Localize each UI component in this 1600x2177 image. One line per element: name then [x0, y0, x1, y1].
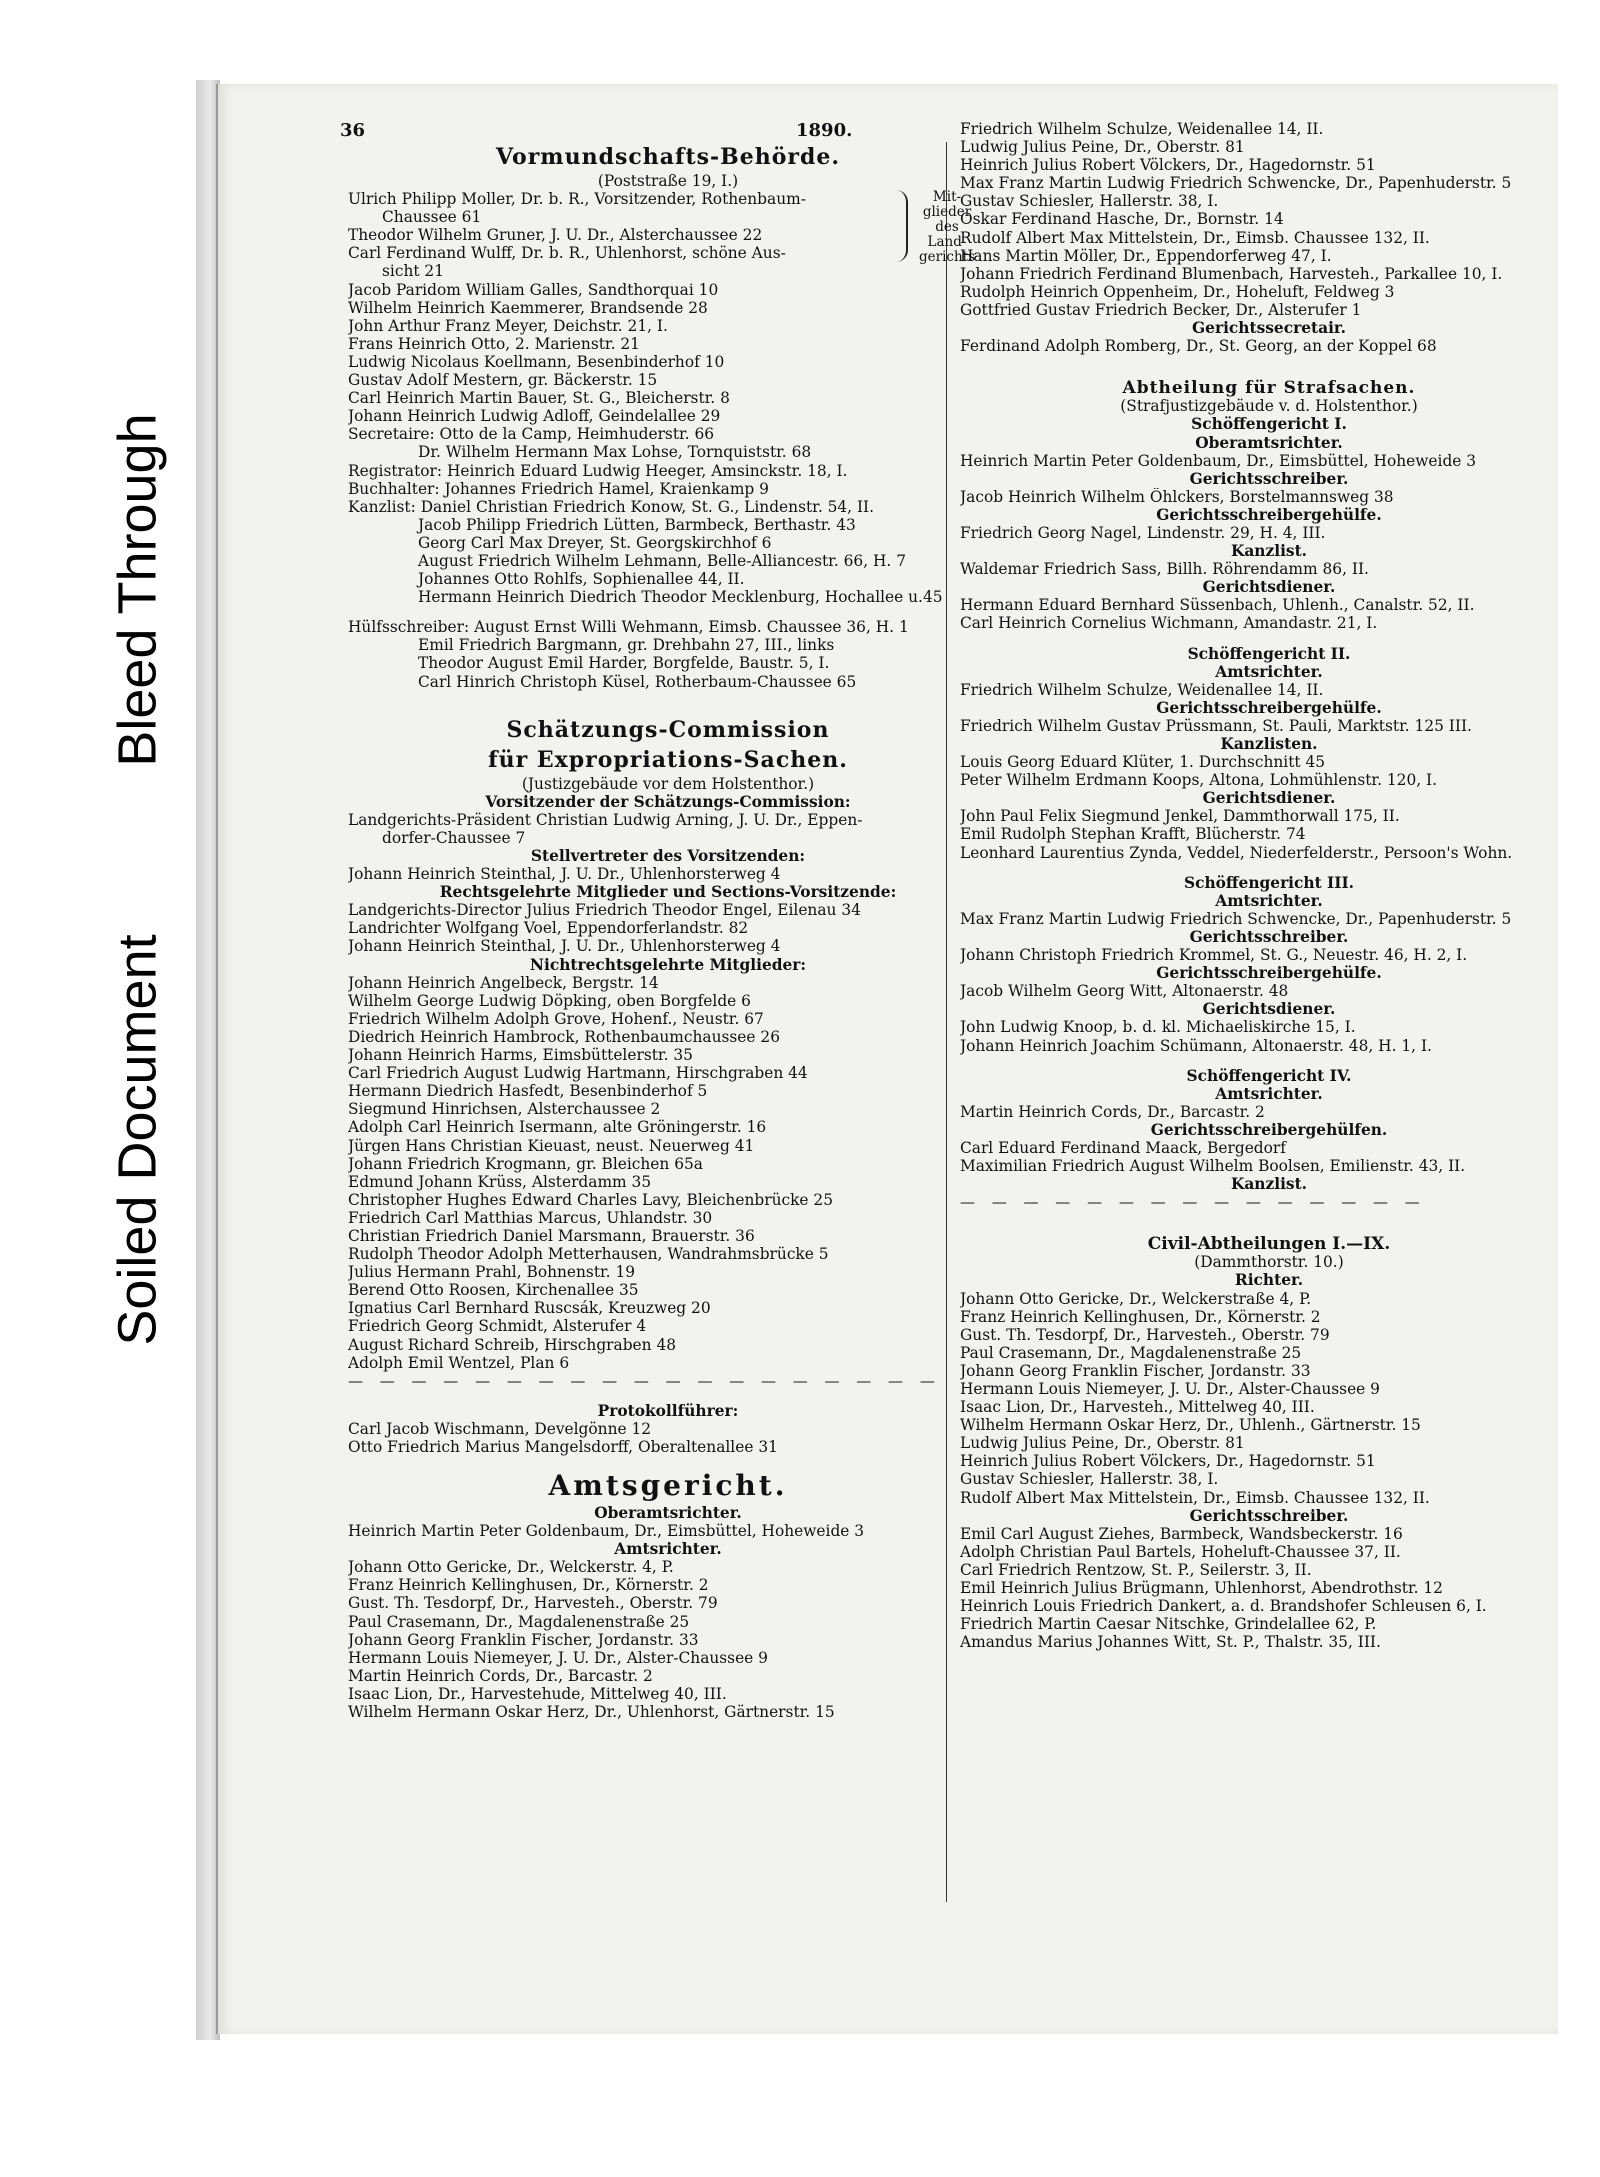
list-item: sicht 21: [382, 262, 445, 281]
list-item: Siegmund Hinrichsen, Alsterchaussee 2: [348, 1100, 661, 1119]
list-item: Wilhelm George Ludwig Döpking, oben Borgfelde 6: [348, 991, 751, 1010]
subheading: Oberamtsrichter.: [594, 1504, 742, 1522]
subheading: Stellvertreter des Vorsitzenden:: [530, 847, 806, 865]
list-item: Hermann Louis Niemeyer, J. U. Dr., Alster-Chaussee 9: [348, 1648, 768, 1667]
section-address: (Justizgebäude vor dem Holstenthor.): [521, 774, 815, 793]
list-item: Gottfried Gustav Friedrich Becker, Dr., Alsterufer 1: [960, 300, 1362, 319]
list-item: Johann Heinrich Steinthal, J. U. Dr., Uhlenhorsterweg 4: [348, 937, 781, 956]
list-item: Maximilian Friedrich August Wilhelm Boolsen, Emilienstr. 43, II.: [960, 1157, 1466, 1176]
list-item: August Friedrich Wilhelm Lehmann, Belle-Alliancestr. 66, H. 7: [418, 551, 906, 570]
list-item: Gustav Schiesler, Hallerstr. 38, I.: [960, 1470, 1219, 1489]
list-item: Heinrich Martin Peter Goldenbaum, Dr., Eimsbüttel, Hoheweide 3: [348, 1522, 865, 1541]
list-item: Rudolph Heinrich Oppenheim, Dr., Hoheluft, Feldweg 3: [960, 282, 1395, 301]
list-item: Secretaire: Otto de la Camp, Heimhuderstr. 66: [348, 425, 715, 444]
list-item: Max Franz Martin Ludwig Friedrich Schwencke, Dr., Papenhuderstr. 5: [960, 174, 1512, 193]
subheading: Rechtsgelehrte Mitglieder und Sections-Vorsitzende:: [439, 883, 897, 902]
list-item: Carl Heinrich Martin Bauer, St. G., Bleicherstr. 8: [348, 389, 730, 408]
list-item: Louis Georg Eduard Klüter, 1. Durchschnitt 45: [960, 753, 1326, 772]
list-item: Heinrich Julius Robert Völckers, Dr., Hagedornstr. 51: [960, 1452, 1376, 1471]
subheading: Gerichtssecretair.: [1192, 319, 1346, 338]
list-item: John Ludwig Knoop, b. d. kl. Michaeliskirche 15, I.: [960, 1018, 1356, 1037]
list-item: Chaussee 61: [382, 208, 482, 227]
subheading: Kanzlist.: [1230, 1175, 1308, 1194]
list-item: Carl Eduard Ferdinand Maack, Bergedorf: [960, 1138, 1286, 1157]
list-item: Friedrich Wilhelm Schulze, Weidenallee 14, II.: [960, 120, 1324, 138]
subheading: Gerichtsdiener.: [1202, 1000, 1336, 1019]
subheading: Gerichtsschreiber.: [1189, 927, 1349, 946]
list-item: Christian Friedrich Daniel Marsmann, Brauerstr. 36: [348, 1226, 755, 1245]
list-item: Emil Rudolph Stephan Krafft, Blücherstr. 74: [960, 825, 1306, 844]
list-item: Adolph Emil Wentzel, Plan 6: [348, 1353, 570, 1372]
list-item: Johann Heinrich Ludwig Adloff, Geindelallee 29: [348, 407, 721, 426]
list-item: Gust. Th. Tesdorpf, Dr., Harvesteh., Oberstr. 79: [348, 1594, 718, 1613]
subheading: Amtsrichter.: [1215, 891, 1323, 910]
left-column: [340, 120, 988, 1722]
subheading: Richter.: [1234, 1271, 1304, 1290]
list-item: Julius Hermann Prahl, Bohnenstr. 19: [348, 1263, 636, 1282]
list-item: Friedrich Carl Matthias Marcus, Uhlandstr. 30: [348, 1208, 713, 1227]
list-item: Wilhelm Heinrich Kaemmerer, Brandsende 28: [348, 298, 708, 317]
list-item: Emil Heinrich Julius Brügmann, Uhlenhorst, Abendrothstr. 12: [960, 1579, 1443, 1598]
list-item: Carl Ferdinand Wulff, Dr. b. R., Uhlenhorst, schöne Aus-: [348, 244, 786, 263]
dash-separator: — — — — — — — — — — — — — — —: [960, 1193, 1426, 1212]
list-item: Franz Heinrich Kellinghusen, Dr., Körnerstr. 2: [960, 1307, 1321, 1326]
subheading: Gerichtsschreiber.: [1189, 469, 1349, 488]
subheading: Kanzlist.: [1230, 542, 1308, 561]
subheading: Oberamtsrichter.: [1195, 433, 1343, 452]
list-item: John Arthur Franz Meyer, Deichstr. 21, I.: [348, 316, 668, 335]
list-item: Ignatius Carl Bernhard Ruscsák, Kreuzweg 20: [348, 1299, 711, 1318]
list-item: Buchhalter: Johannes Friedrich Hamel, Kraienkamp 9: [348, 479, 769, 498]
list-item: Hermann Heinrich Diedrich Theodor Mecklenburg, Hochallee u.45: [418, 588, 943, 607]
list-item: Rudolf Albert Max Mittelstein, Dr., Eimsb. Chaussee 132, II.: [960, 1488, 1430, 1507]
subheading: Gerichtsdiener.: [1202, 578, 1336, 597]
list-item: Landrichter Wolfgang Voel, Eppendorferlandstr. 82: [348, 919, 749, 938]
list-item: Berend Otto Roosen, Kirchenallee 35: [348, 1281, 639, 1300]
section-title: Vormundschafts-Behörde.: [495, 144, 841, 170]
list-item: Jürgen Hans Christian Kieuast, neust. Neuerweg 41: [348, 1136, 755, 1155]
page-header: [340, 120, 988, 142]
subheading: Gerichtsschreibergehülfe.: [1156, 505, 1382, 524]
list-item: Isaac Lion, Dr., Harvestehude, Mittelweg 40, III.: [348, 1684, 727, 1703]
dash-separator: — — — — — — — — — — — — — — — — — — —: [348, 1371, 941, 1390]
bleed-through-label: Bleed Through: [108, 413, 168, 767]
list-item: Friedrich Wilhelm Adolph Grove, Hohenf., Neustr. 67: [348, 1009, 764, 1028]
list-item: Johann Georg Franklin Fischer, Jordanstr. 33: [348, 1630, 699, 1649]
list-item: Otto Friedrich Marius Mangelsdorff, Oberaltenallee 31: [348, 1437, 778, 1456]
list-item: Carl Hinrich Christoph Küsel, Rotherbaum-Chaussee 65: [418, 672, 857, 691]
list-item: Hermann Louis Niemeyer, J. U. Dr., Alster-Chaussee 9: [960, 1380, 1380, 1398]
soiled-document-label-box: [92, 880, 184, 1400]
list-item: Heinrich Louis Friedrich Dankert, a. d. Brandshofer Schleusen 6, I.: [960, 1597, 1487, 1616]
section-title: Abtheilung für Strafsachen.: [1122, 379, 1416, 398]
subheading: Schöffengericht III.: [1183, 873, 1355, 892]
subheading: Gerichtsschreibergehülfe.: [1156, 698, 1382, 717]
brace: [888, 190, 908, 262]
list-item: Friedrich Wilhelm Gustav Prüssmann, St. Pauli, Marktstr. 125 III.: [960, 716, 1472, 735]
list-item: Johann Friedrich Ferdinand Blumenbach, Harvesteh., Parkallee 10, I.: [960, 264, 1503, 283]
page-number: 36: [340, 120, 366, 141]
list-item: Georg Carl Max Dreyer, St. Georgskirchhof 6: [418, 533, 772, 552]
list-item: Ulrich Philipp Moller, Dr. b. R., Vorsitzender, Rothenbaum-: [348, 190, 806, 209]
list-item: Oskar Ferdinand Hasche, Dr., Bornstr. 14: [960, 210, 1284, 229]
list-item: Gustav Schiesler, Hallerstr. 38, I.: [960, 192, 1219, 211]
section-address: (Dammthorstr. 10.): [1194, 1253, 1344, 1272]
side-label-panel: [92, 360, 184, 1420]
subheading: Schöffengericht II.: [1187, 644, 1351, 663]
list-item: Carl Friedrich August Ludwig Hartmann, Hirschgraben 44: [348, 1064, 808, 1083]
list-item: Martin Heinrich Cords, Dr., Barcastr. 2: [960, 1102, 1265, 1121]
list-item: Diedrich Heinrich Hambrock, Rothenbaumchaussee 26: [348, 1027, 781, 1046]
list-item: Christopher Hughes Edward Charles Lavy, Bleichenbrücke 25: [348, 1190, 834, 1209]
list-item: Ludwig Julius Peine, Dr., Oberstr. 81: [960, 1434, 1245, 1453]
right-column: [960, 120, 1578, 1651]
list-item: Johann Otto Gericke, Dr., Welckerstraße 4, P.: [960, 1289, 1312, 1308]
section-address: (Strafjustizgebäude v. d. Holstenthor.): [1120, 397, 1418, 416]
list-item: Registrator: Heinrich Eduard Ludwig Heeger, Amsinckstr. 18, I.: [348, 461, 848, 480]
list-item: Wilhelm Hermann Oskar Herz, Dr., Uhlenhorst, Gärtnerstr. 15: [348, 1703, 835, 1722]
list-item: Theodor Wilhelm Gruner, J. U. Dr., Alsterchaussee 22: [348, 226, 763, 245]
bleed-through-label-box: [92, 360, 184, 820]
subheading: Gerichtsschreibergehülfen.: [1150, 1120, 1388, 1139]
subheading: Nichtrechtsgelehrte Mitglieder:: [529, 955, 807, 974]
list-item: Friedrich Georg Nagel, Lindenstr. 29, H. 4, III.: [960, 523, 1326, 542]
document-page: [216, 84, 1558, 2034]
list-item: Emil Carl August Ziehes, Barmbeck, Wandsbeckerstr. 16: [960, 1524, 1403, 1543]
list-item: Gust. Th. Tesdorpf, Dr., Harvesteh., Oberstr. 79: [960, 1325, 1330, 1344]
list-item: Wilhelm Hermann Oskar Herz, Dr., Uhlenh., Gärtnerstr. 15: [960, 1416, 1421, 1435]
subheading: Schöffengericht I.: [1191, 415, 1347, 434]
brace-note-text: Mit- glieder des Land- gerichts: [918, 189, 975, 266]
list-item: Johann Otto Gericke, Dr., Welckerstr. 4, P.: [348, 1558, 674, 1577]
list-item: Friedrich Wilhelm Schulze, Weidenallee 14, II.: [960, 680, 1324, 699]
section-title: für Expropriations-Sachen.: [488, 746, 848, 773]
list-item: Kanzlist: Daniel Christian Friedrich Konow, St. G., Lindenstr. 54, II.: [348, 497, 875, 516]
list-item: Amandus Marius Johannes Witt, St. P., Thalstr. 35, III.: [960, 1633, 1381, 1652]
list-item: John Paul Felix Siegmund Jenkel, Dammthorwall 175, II.: [960, 807, 1400, 826]
list-item: Adolph Carl Heinrich Isermann, alte Gröningerstr. 16: [348, 1118, 767, 1137]
section-title: Schätzungs-Commission: [506, 716, 830, 743]
list-item: Johann Heinrich Joachim Schümann, Altonaerstr. 48, H. 1, I.: [960, 1036, 1432, 1055]
list-item: Landgerichts-Director Julius Friedrich Theodor Engel, Eilenau 34: [348, 901, 861, 920]
page-year: 1890.: [796, 120, 853, 141]
list-item: Franz Heinrich Kellinghusen, Dr., Körnerstr. 2: [348, 1576, 709, 1595]
list-item: Ludwig Nicolaus Koellmann, Besenbinderhof 10: [348, 352, 725, 371]
list-item: Waldemar Friedrich Sass, Billh. Röhrendamm 86, II.: [960, 560, 1369, 579]
list-item: Peter Wilhelm Erdmann Koops, Altona, Lohmühlenstr. 120, I.: [960, 771, 1438, 790]
list-item: Emil Friedrich Bargmann, gr. Drehbahn 27, III., links: [418, 636, 835, 655]
list-item: Hermann Diedrich Hasfedt, Besenbinderhof 5: [348, 1082, 708, 1101]
subheading: Schöffengericht IV.: [1186, 1066, 1352, 1085]
list-item: Carl Friedrich Rentzow, St. P., Seilerstr. 3, II.: [960, 1560, 1312, 1579]
list-item: Johann Friedrich Krogmann, gr. Bleichen 65a: [348, 1154, 703, 1173]
subheading: Gerichtsschreibergehülfe.: [1156, 964, 1382, 983]
list-item: Johann Georg Franklin Fischer, Jordanstr. 33: [960, 1361, 1311, 1380]
list-item: Adolph Christian Paul Bartels, Hoheluft-Chaussee 37, II.: [960, 1542, 1401, 1561]
list-item: Gustav Adolf Mestern, gr. Bäckerstr. 15: [348, 371, 658, 390]
list-item: Heinrich Julius Robert Völckers, Dr., Hagedornstr. 51: [960, 156, 1376, 175]
list-item: Paul Crasemann, Dr., Magdalenenstraße 25: [960, 1343, 1302, 1362]
list-item: Heinrich Martin Peter Goldenbaum, Dr., Eimsbüttel, Hoheweide 3: [960, 451, 1477, 470]
list-item: Jacob Wilhelm Georg Witt, Altonaerstr. 48: [960, 982, 1289, 1001]
section-title: Amtsgericht.: [548, 1469, 788, 1502]
subheading: Amtsrichter.: [1215, 662, 1323, 681]
list-item: Edmund Johann Krüss, Alsterdamm 35: [348, 1172, 652, 1191]
list-item: Hermann Eduard Bernhard Süssenbach, Uhlenh., Canalstr. 52, II.: [960, 596, 1475, 615]
subheading: Gerichtsschreiber.: [1189, 1506, 1349, 1525]
list-item: Rudolf Albert Max Mittelstein, Dr., Eimsb. Chaussee 132, II.: [960, 228, 1430, 247]
list-item: Carl Jacob Wischmann, Develgönne 12: [348, 1419, 652, 1438]
list-item: Jacob Heinrich Wilhelm Öhlckers, Borstelmannsweg 38: [960, 487, 1394, 506]
list-item: Isaac Lion, Dr., Harvesteh., Mittelweg 40, III.: [960, 1398, 1315, 1417]
list-item: Landgerichts-Präsident Christian Ludwig Arning, J. U. Dr., Eppen-: [348, 810, 863, 829]
list-item: dorfer-Chaussee 7: [382, 828, 526, 847]
list-item: Martin Heinrich Cords, Dr., Barcastr. 2: [348, 1666, 653, 1685]
list-item: August Richard Schreib, Hirschgraben 48: [348, 1335, 677, 1354]
list-item: Johann Christoph Friedrich Krommel, St. G., Neuestr. 46, H. 2, I.: [960, 946, 1468, 965]
list-item: Dr. Wilhelm Hermann Max Lohse, Tornquiststr. 68: [418, 443, 812, 462]
list-item: Ludwig Julius Peine, Dr., Oberstr. 81: [960, 138, 1245, 157]
list-item: Friedrich Martin Caesar Nitschke, Grindelallee 62, P.: [960, 1615, 1377, 1634]
subheading: Gerichtsdiener.: [1202, 789, 1336, 808]
list-item: Johannes Otto Rohlfs, Sophienallee 44, II.: [418, 570, 745, 589]
list-item: Rudolph Theodor Adolph Metterhausen, Wandrahmsbrücke 5: [348, 1245, 829, 1264]
subheading: Vorsitzender der Schätzungs-Commission:: [485, 792, 851, 811]
list-item: Ferdinand Adolph Romberg, Dr., St. Georg, an der Koppel 68: [960, 337, 1437, 356]
vb-members-block: [348, 190, 988, 280]
list-item: Johann Heinrich Angelbeck, Bergstr. 14: [348, 973, 659, 992]
subheading: Kanzlisten.: [1220, 735, 1318, 753]
subheading: Amtsrichter.: [1215, 1084, 1323, 1103]
list-item: Theodor August Emil Harder, Borgfelde, Baustr. 5, I.: [418, 654, 830, 673]
list-item: Johann Heinrich Steinthal, J. U. Dr., Uhlenhorsterweg 4: [348, 865, 781, 884]
soiled-document-label: Soiled Document: [108, 934, 169, 1346]
subheading: Amtsrichter.: [614, 1540, 722, 1559]
list-item: Paul Crasemann, Dr., Magdalenenstraße 25: [348, 1612, 690, 1631]
section-title: Civil-Abtheilungen I.—IX.: [1147, 1235, 1391, 1254]
list-item: Leonhard Laurentius Zynda, Veddel, Niederfelderstr., Persoon's Wohn.: [960, 843, 1513, 862]
list-item: Jacob Paridom William Galles, Sandthorquai 10: [348, 280, 719, 299]
list-item: Friedrich Georg Schmidt, Alsterufer 4: [348, 1317, 647, 1336]
list-item: Jacob Philipp Friedrich Lütten, Barmbeck, Berthastr. 43: [418, 515, 856, 534]
subheading: Protokollführer:: [597, 1401, 739, 1420]
section-address: (Poststraße 19, I.): [597, 172, 739, 190]
list-item: Johann Heinrich Harms, Eimsbüttelerstr. 35: [348, 1046, 693, 1065]
list-item: Carl Heinrich Cornelius Wichmann, Amandastr. 21, I.: [960, 614, 1378, 633]
list-item: Hülfsschreiber: August Ernst Willi Wehmann, Eimsb. Chaussee 36, H. 1: [348, 618, 909, 637]
list-item: Max Franz Martin Ludwig Friedrich Schwencke, Dr., Papenhuderstr. 5: [960, 909, 1512, 928]
list-item: Hans Martin Möller, Dr., Eppendorferweg 47, I.: [960, 246, 1332, 265]
list-item: Frans Heinrich Otto, 2. Marienstr. 21: [348, 334, 640, 353]
